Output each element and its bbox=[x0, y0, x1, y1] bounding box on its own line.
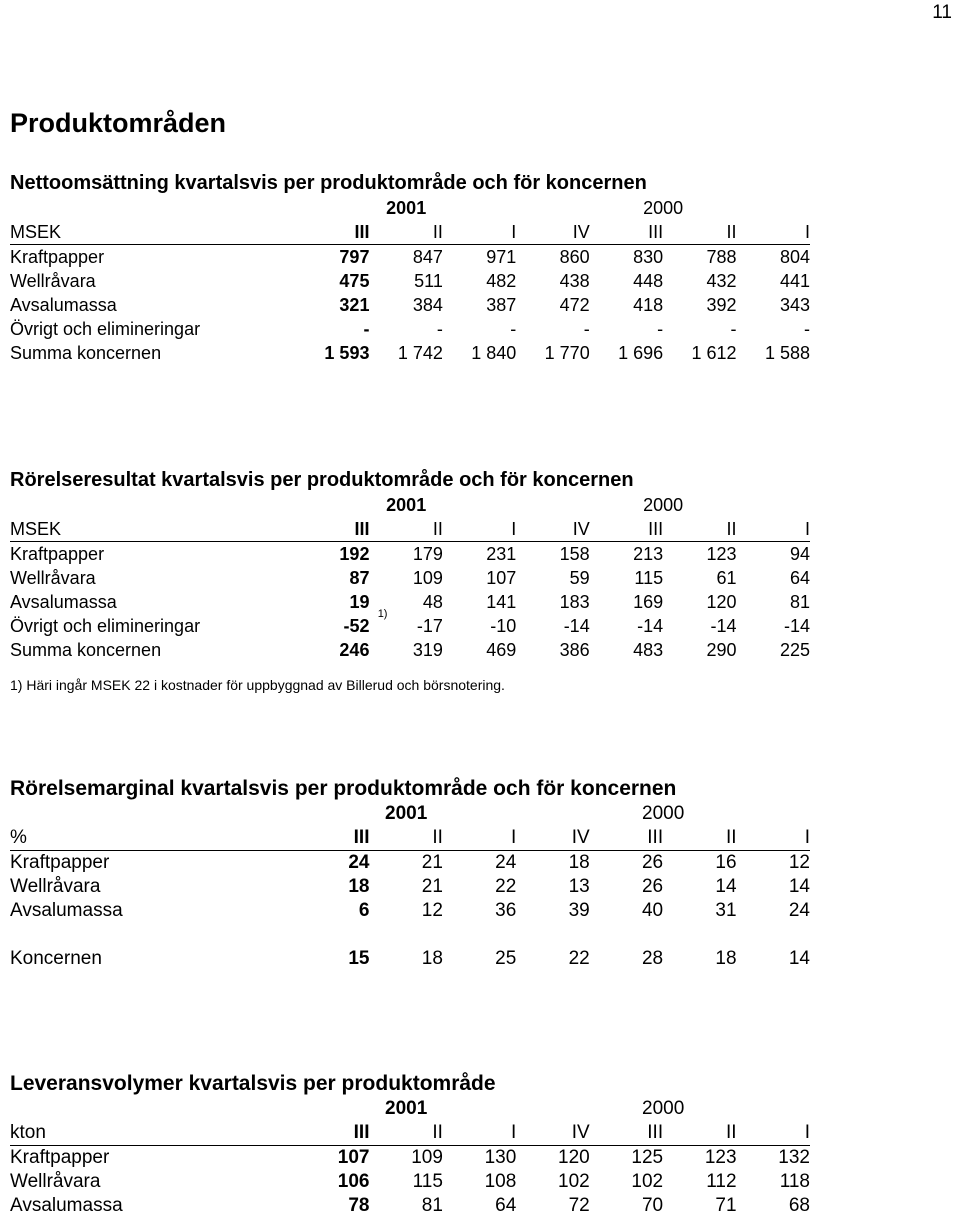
row-label: Avsalumassa bbox=[10, 592, 117, 612]
table-cell: 78 bbox=[348, 1195, 370, 1216]
table-cell: 847 bbox=[412, 247, 443, 267]
table-cell: 418 bbox=[633, 295, 664, 315]
section-operating-result bbox=[10, 467, 810, 696]
table-cell: 108 bbox=[484, 1171, 517, 1192]
table-cell: - bbox=[363, 319, 370, 339]
table-cell: 59 bbox=[569, 568, 590, 588]
section-title: Rörelsemarginal kvartalsvis per produktområde och för koncernen bbox=[10, 777, 677, 800]
table-cell: 123 bbox=[706, 544, 737, 564]
table-cell: 192 bbox=[339, 544, 370, 564]
quarter-header-row bbox=[10, 1121, 810, 1146]
table-cell: 290 bbox=[706, 640, 737, 660]
table-cell: 26 bbox=[641, 852, 664, 873]
table-cell: 141 bbox=[486, 592, 517, 612]
year-current: 2001 bbox=[385, 1098, 428, 1119]
quarter-header: II bbox=[369, 826, 442, 851]
table-cell: 24 bbox=[348, 852, 370, 873]
table-cell: 109 bbox=[412, 568, 443, 588]
table-cell: 18 bbox=[421, 948, 443, 969]
table-row bbox=[10, 293, 810, 317]
table-row bbox=[10, 899, 810, 923]
quarter-header: II bbox=[369, 517, 442, 542]
quarter-header: I bbox=[443, 1121, 516, 1146]
year-previous: 2000 bbox=[642, 1098, 685, 1119]
page-number: 11 bbox=[932, 2, 952, 23]
quarter-header-row bbox=[10, 517, 810, 542]
table-cell: 1 612 bbox=[691, 343, 737, 363]
year-header-row bbox=[10, 1097, 810, 1121]
table-cell: -14 bbox=[783, 616, 810, 636]
table-row bbox=[10, 566, 810, 590]
table-cell: 107 bbox=[486, 568, 517, 588]
table-row bbox=[10, 614, 810, 638]
table-cell: 511 bbox=[414, 271, 443, 291]
table-row bbox=[10, 542, 810, 567]
table-row bbox=[10, 1146, 810, 1171]
table-cell: 102 bbox=[558, 1171, 590, 1192]
table-row bbox=[10, 1170, 810, 1194]
row-label: Övrigt och elimineringar bbox=[10, 319, 201, 339]
row-label: Wellråvara bbox=[10, 1171, 101, 1192]
table-cell: 6 bbox=[358, 900, 370, 921]
table-cell: 39 bbox=[568, 900, 590, 921]
row-label: Kraftpapper bbox=[10, 1147, 110, 1168]
year-header-row bbox=[10, 196, 810, 220]
row-label: Wellråvara bbox=[10, 876, 101, 897]
table-cell: 106 bbox=[337, 1171, 370, 1192]
row-label: Wellråvara bbox=[10, 271, 96, 291]
table-row bbox=[10, 245, 810, 270]
table-row bbox=[10, 875, 810, 899]
table-cell: 16 bbox=[715, 852, 737, 873]
table-cell: 12 bbox=[421, 900, 443, 921]
quarter-header: II bbox=[663, 517, 736, 542]
table-cell: 448 bbox=[633, 271, 664, 291]
quarter-header: I bbox=[737, 826, 810, 851]
row-label: Wellråvara bbox=[10, 568, 96, 588]
table-cell: 81 bbox=[421, 1195, 443, 1216]
table-cell: 18 bbox=[715, 948, 737, 969]
table-cell: 64 bbox=[789, 568, 810, 588]
quarter-header: I bbox=[737, 220, 810, 245]
section-title: Leveransvolymer kvartalsvis per produktområde bbox=[10, 1072, 496, 1095]
spacer-row bbox=[10, 923, 810, 947]
table-cell: 24 bbox=[788, 900, 810, 921]
table-cell: 386 bbox=[559, 640, 590, 660]
table-cell: - bbox=[657, 319, 664, 339]
table-cell: 71 bbox=[715, 1195, 737, 1216]
table-cell: 130 bbox=[484, 1147, 517, 1168]
table-cell: 441 bbox=[779, 271, 810, 291]
table-row bbox=[10, 1194, 810, 1218]
table-cell: 387 bbox=[486, 295, 517, 315]
year-previous: 2000 bbox=[643, 495, 684, 515]
table-cell: -17 bbox=[416, 616, 443, 636]
table-cell: 132 bbox=[778, 1147, 810, 1168]
quarter-header: III bbox=[296, 517, 369, 542]
table-cell bbox=[296, 608, 388, 638]
table-cell: 321 bbox=[339, 295, 370, 315]
year-previous: 2000 bbox=[642, 803, 685, 824]
table-cell: 225 bbox=[779, 640, 810, 660]
page-title: Produktområden bbox=[10, 108, 227, 138]
quarter-header: III bbox=[590, 1121, 663, 1146]
table-cell: 109 bbox=[411, 1147, 443, 1168]
table-cell: 860 bbox=[559, 247, 590, 267]
table-cell: 343 bbox=[779, 295, 810, 315]
table-cell: 70 bbox=[641, 1195, 664, 1216]
table-cell: 40 bbox=[641, 900, 664, 921]
table-cell: 18 bbox=[568, 852, 590, 873]
row-label: Kraftpapper bbox=[10, 247, 105, 267]
quarter-header: IV bbox=[516, 517, 589, 542]
quarter-header: III bbox=[590, 220, 663, 245]
table-cell: 14 bbox=[788, 948, 810, 969]
table-cell: 112 bbox=[706, 1171, 737, 1192]
quarter-header: III bbox=[296, 220, 369, 245]
table-cell: -14 bbox=[563, 616, 590, 636]
table-cell: 21 bbox=[421, 876, 443, 897]
year-header-row bbox=[10, 802, 810, 826]
table-cell: 14 bbox=[788, 876, 810, 897]
table-cell: 36 bbox=[495, 900, 517, 921]
table-cell: 107 bbox=[337, 1147, 370, 1168]
quarter-header: IV bbox=[516, 1121, 589, 1146]
operating-result-table bbox=[10, 493, 810, 662]
net-sales-table bbox=[10, 196, 810, 365]
year-previous: 2000 bbox=[643, 198, 684, 218]
table-cell: 87 bbox=[349, 568, 370, 588]
table-cell: 24 bbox=[495, 852, 517, 873]
row-label: Summa koncernen bbox=[10, 343, 162, 363]
table-cell: 64 bbox=[495, 1195, 517, 1216]
table-cell: -10 bbox=[490, 616, 517, 636]
quarter-header: II bbox=[663, 220, 736, 245]
quarter-header-row bbox=[10, 826, 810, 851]
table-cell: 102 bbox=[631, 1171, 664, 1192]
table-cell: 1 593 bbox=[324, 343, 370, 363]
table-cell: 26 bbox=[641, 876, 664, 897]
table-cell: 392 bbox=[706, 295, 737, 315]
table-cell: 1 696 bbox=[618, 343, 664, 363]
quarter-header: III bbox=[590, 826, 663, 851]
table-cell: 120 bbox=[558, 1147, 590, 1168]
operating-margin-table bbox=[10, 802, 810, 971]
table-cell: 25 bbox=[495, 948, 517, 969]
table-cell: 81 bbox=[789, 592, 810, 612]
quarter-header: II bbox=[663, 1121, 736, 1146]
table-cell: 115 bbox=[634, 568, 664, 588]
table-cell: 94 bbox=[789, 544, 810, 564]
footnote: 1) Häri ingår MSEK 22 i kostnader för uppbyggnad av Billerud och börsnotering. bbox=[10, 677, 505, 693]
table-cell: 18 bbox=[348, 876, 370, 897]
delivery-volumes-table bbox=[10, 1097, 810, 1218]
table-cell: 472 bbox=[559, 295, 590, 315]
quarter-header: IV bbox=[516, 826, 589, 851]
table-cell: 830 bbox=[633, 247, 664, 267]
row-label: Avsalumassa bbox=[10, 900, 123, 921]
quarter-header: III bbox=[296, 826, 369, 851]
table-cell: 183 bbox=[559, 592, 590, 612]
row-label: Summa koncernen bbox=[10, 640, 162, 660]
table-cell: 72 bbox=[568, 1195, 590, 1216]
quarter-header: IV bbox=[516, 220, 589, 245]
quarter-header: II bbox=[369, 220, 442, 245]
table-cell: 438 bbox=[559, 271, 590, 291]
table-cell: 804 bbox=[779, 247, 810, 267]
row-label: Kraftpapper bbox=[10, 852, 110, 873]
table-cell: 48 bbox=[422, 592, 443, 612]
year-header-row bbox=[10, 493, 810, 517]
unit-label: MSEK bbox=[10, 220, 296, 245]
table-cell: 118 bbox=[779, 1171, 810, 1192]
year-current: 2001 bbox=[386, 495, 427, 515]
total-row bbox=[10, 638, 810, 662]
row-label: Övrigt och elimineringar bbox=[10, 616, 201, 636]
section-net-sales bbox=[10, 170, 810, 365]
table-cell: 120 bbox=[706, 592, 737, 612]
table-cell: 432 bbox=[706, 271, 737, 291]
table-cell: 475 bbox=[339, 271, 370, 291]
total-row bbox=[10, 341, 810, 365]
table-cell: 179 bbox=[412, 544, 443, 564]
table-cell: 483 bbox=[633, 640, 664, 660]
table-cell: 1 840 bbox=[471, 343, 517, 363]
table-cell: -14 bbox=[710, 616, 737, 636]
quarter-header: III bbox=[296, 1121, 369, 1146]
section-operating-margin bbox=[10, 776, 810, 971]
table-cell: 14 bbox=[715, 876, 737, 897]
table-cell: 123 bbox=[704, 1147, 737, 1168]
table-cell: 22 bbox=[568, 948, 590, 969]
quarter-header: II bbox=[369, 1121, 442, 1146]
table-row bbox=[10, 317, 810, 341]
table-row bbox=[10, 269, 810, 293]
year-current: 2001 bbox=[385, 803, 428, 824]
table-cell: 482 bbox=[486, 271, 517, 291]
cell-value: -52 bbox=[343, 616, 370, 636]
quarter-header: III bbox=[590, 517, 663, 542]
quarter-header: I bbox=[737, 1121, 810, 1146]
table-cell: 21 bbox=[421, 852, 443, 873]
table-cell: 13 bbox=[568, 876, 590, 897]
table-cell: 797 bbox=[339, 247, 370, 267]
row-label: Avsalumassa bbox=[10, 295, 117, 315]
table-cell: 19 bbox=[349, 592, 370, 612]
table-cell: 125 bbox=[631, 1147, 664, 1168]
row-label: Avsalumassa bbox=[10, 1195, 123, 1216]
row-label: Koncernen bbox=[10, 948, 102, 969]
table-cell: 169 bbox=[633, 592, 664, 612]
unit-label: % bbox=[10, 826, 296, 851]
table-cell: - bbox=[510, 319, 517, 339]
table-cell: - bbox=[436, 319, 443, 339]
table-cell: 22 bbox=[495, 876, 517, 897]
table-cell: 115 bbox=[412, 1171, 443, 1192]
table-row bbox=[10, 590, 810, 614]
table-cell: 1 770 bbox=[544, 343, 590, 363]
quarter-header-row bbox=[10, 220, 810, 245]
unit-label: kton bbox=[10, 1121, 296, 1146]
table-cell: 231 bbox=[486, 544, 517, 564]
quarter-header: I bbox=[737, 517, 810, 542]
table-cell: 15 bbox=[348, 948, 370, 969]
section-title: Nettoomsättning kvartalsvis per produktområde och för koncernen bbox=[10, 172, 647, 194]
footnote-mark: 1) bbox=[377, 608, 388, 620]
quarter-header: II bbox=[663, 826, 736, 851]
table-cell: 213 bbox=[633, 544, 664, 564]
table-cell: 319 bbox=[412, 640, 443, 660]
table-cell: 971 bbox=[486, 247, 517, 267]
quarter-header: I bbox=[443, 220, 516, 245]
table-cell: - bbox=[804, 319, 810, 339]
total-row bbox=[10, 947, 810, 971]
table-row bbox=[10, 851, 810, 876]
table-cell: 12 bbox=[788, 852, 810, 873]
quarter-header: I bbox=[443, 826, 516, 851]
table-cell: 31 bbox=[715, 900, 737, 921]
table-cell: 1 588 bbox=[764, 343, 810, 363]
table-cell: 384 bbox=[412, 295, 443, 315]
table-cell: 1 742 bbox=[397, 343, 443, 363]
table-cell: 158 bbox=[559, 544, 590, 564]
section-delivery-volumes bbox=[10, 1071, 810, 1218]
table-cell: 61 bbox=[716, 568, 737, 588]
section-title: Rörelseresultat kvartalsvis per produktområde och för koncernen bbox=[10, 469, 634, 491]
table-cell: 469 bbox=[486, 640, 517, 660]
table-cell: -14 bbox=[637, 616, 664, 636]
table-cell: 68 bbox=[788, 1195, 810, 1216]
table-cell: 28 bbox=[641, 948, 664, 969]
table-cell: 788 bbox=[706, 247, 737, 267]
row-label: Kraftpapper bbox=[10, 544, 105, 564]
table-cell: - bbox=[583, 319, 590, 339]
unit-label: MSEK bbox=[10, 517, 296, 542]
table-cell: - bbox=[730, 319, 737, 339]
quarter-header: I bbox=[443, 517, 516, 542]
table-cell: 246 bbox=[339, 640, 370, 660]
year-current: 2001 bbox=[386, 198, 427, 218]
